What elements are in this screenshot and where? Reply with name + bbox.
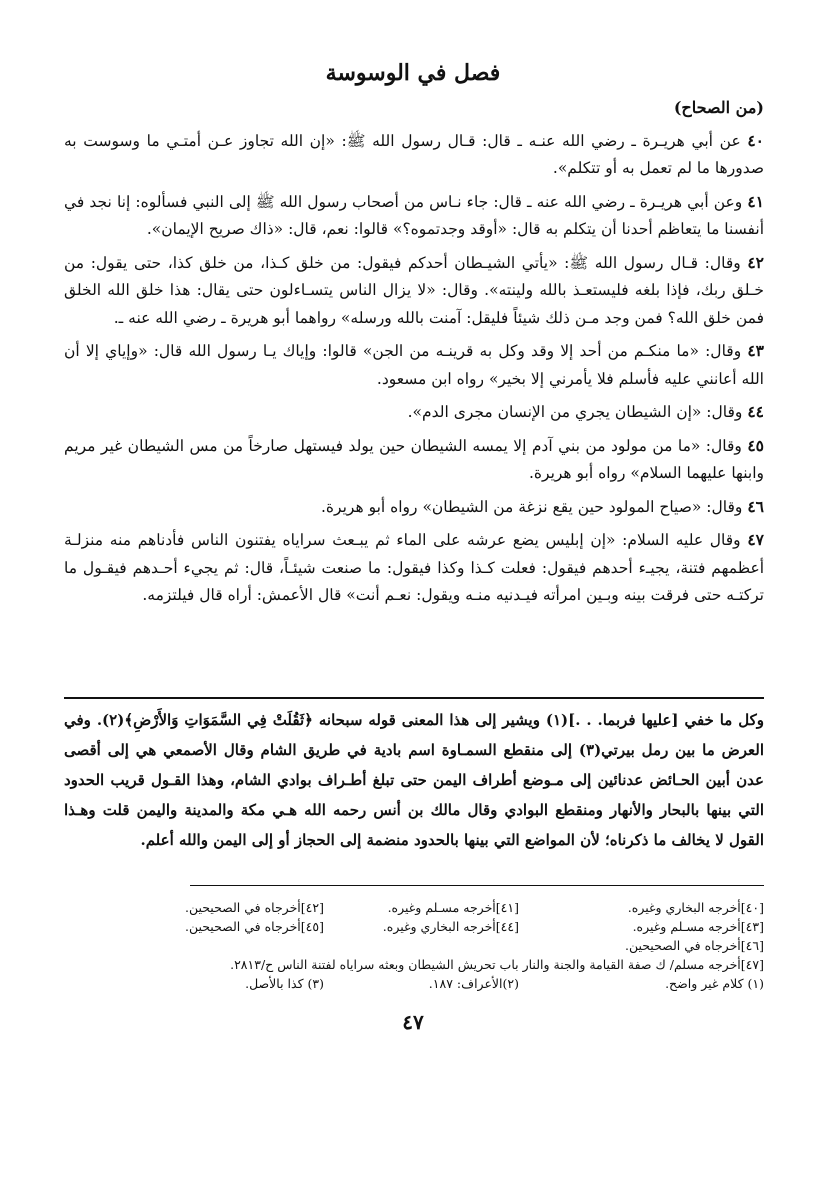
hadith-paragraph bbox=[64, 398, 764, 427]
hadith-paragraph bbox=[64, 249, 764, 333]
footnote-divider bbox=[64, 697, 764, 699]
hadith-number: ٤١ bbox=[747, 191, 764, 211]
hadith-number: ٤٧ bbox=[747, 530, 764, 549]
hadith-text: وقال: «صياح المولود حين يقع نزغة من الشيطان» رواه أبو هريرة. bbox=[321, 497, 743, 516]
reference-item: [٤٦]أخرجاه في الصحيحين. bbox=[624, 938, 764, 953]
references-divider bbox=[190, 885, 764, 886]
reference-item: [٤٥]أخرجاه في الصحيحين. bbox=[184, 919, 324, 934]
hadith-paragraph bbox=[64, 526, 764, 610]
reference-item: (٣) كذا بالأصل. bbox=[245, 976, 324, 991]
hadith-number: ٤٤ bbox=[747, 402, 764, 421]
section-subheading: (من الصحاح) bbox=[673, 98, 764, 117]
hadith-text: وقال: قـال رسول الله ﷺ: «يأتي الشيـطان أحدكم فيقول: من خلق كـذا، من خلق كذا، حتى يقول: من خـلق ربك، فإذا بلغه فليستعـذ بالله ولينته». وقال: «لا يزال الناس يتسـاءلون حتى يقال: هذا خلق الله الخلق فمن خلق الله؟ فمن وجد مـن ذلك شيئاً فليقل: آمنت بالله ورسله» رواهما أبو هريرة ـ رضي الله عنه ـ. bbox=[64, 253, 764, 327]
reference-row bbox=[104, 936, 764, 955]
hadith-number: ٤٣ bbox=[747, 341, 764, 360]
hadith-text: وقال: «إن الشيطان يجري من الإنسان مجرى الدم». bbox=[407, 403, 743, 421]
continued-note: وكل ما خفي [عليها فربما. . .](١) ويشير إلى هذا المعنى قوله سبحانه ﴿ثَقُلَتْ فِي السَّمَوَاتِ وَالأَرْضِ﴾(٢). وفي العرض ما بين رمل بيرتي(٣) إلى منقطع السمـاوة اسم بادية في طريق الشام وقال الأصمعي هي إلى أقصى عدن أبين الحـائض عدنائين إلى مـوضع أطراف اليمن حتى تبلغ أطـراف بوادي الشام، وهذا القـول قريب الحدود التي بينها بالبحار والأنهار ومنقطع البوادي وقال مالك بن أنس رحمه الله هـي مكة والمدينة واليمن قلت وهـذا القول لا يخالف ما ذكرناه؛ لأن المواضع التي بينها بالحدود منضمة إلى الحجاز أو إلى اليمن والله أعلم. bbox=[64, 711, 765, 849]
reference-item: (١) كلام غير واضح. bbox=[665, 976, 764, 991]
hadith-text: وقال: «ما من مولود من بني آدم إلا يمسه الشيطان حين يولد فيستهل صارخاً من مس الشيطان غير مريم وابنها عليهما السلام» رواه أبو هريرة. bbox=[64, 436, 764, 482]
hadith-text: وقال عليه السلام: «إن إبليس يضع عرشه على الماء ثم يبـعث سراياه يفتنون الناس فأدناهم منه منزلـة أعظمهم فتنة، يجيـء أحدهم فيقول: فعلت كـذا وكذا فيقول: ما صنعت شيئـاً، قال: ثم يجيء أحـدهم فيقـول ما تركتـه حتى فرقت بينه وبـين امرأته فيـدنيه منـه ويقول: نعـم أنت» قال الأعمش: أراه قال فيلتزمه. bbox=[64, 531, 764, 604]
hadith-paragraph bbox=[64, 127, 764, 183]
reference-item: (٢)الأعراف: ١٨٧. bbox=[428, 976, 519, 991]
hadith-paragraph bbox=[64, 493, 764, 522]
reference-item: [٤٣]أخرجه مسـلم وغيره. bbox=[632, 919, 764, 934]
hadith-paragraph bbox=[64, 432, 764, 488]
reference-item: [٤١]أخرجه مسـلم وغيره. bbox=[387, 900, 519, 915]
references-block bbox=[104, 898, 764, 993]
reference-item: [٤٤]أخرجه البخاري وغيره. bbox=[382, 919, 519, 934]
page-title: فصل في الوسوسة bbox=[325, 60, 501, 86]
hadith-paragraph bbox=[64, 337, 764, 393]
hadith-number: ٤٦ bbox=[747, 496, 764, 516]
page-number: ٤٧ bbox=[402, 1010, 424, 1034]
hadith-number: ٤٠ bbox=[747, 130, 764, 150]
reference-item: [٤٢]أخرجاه في الصحيحين. bbox=[184, 900, 324, 915]
hadith-number: ٤٢ bbox=[747, 252, 764, 272]
hadith-number: ٤٥ bbox=[747, 435, 764, 455]
main-text bbox=[64, 94, 764, 615]
hadith-text: عن أبي هريـرة ـ رضي الله عنـه ـ قال: قـال رسول الله ﷺ: «إن الله تجاوز عـن أمتـي ما وسوست به صدورها ما لم تعمل به أو تتكلم». bbox=[64, 131, 764, 177]
reference-item: [٤٠]أخرجه البخاري وغيره. bbox=[627, 900, 764, 915]
reference-row bbox=[104, 917, 764, 936]
hadith-text: وقال: «ما منكـم من أحد إلا وقد وكل به قرينـه من الجن» قالوا: وإياك يـا رسول الله قال: «وإياي إلا أن الله أعانني عليه فأسلم فلا يأمرني إلا بخير» رواه ابن مسعود. bbox=[64, 342, 764, 388]
reference-item: [٤٧]أخرجه مسلم/ ك صفة القيامة والجنة والنار باب تحريش الشيطان وبعثه سراياه لفتنة الناس ح/٢٨١٣. bbox=[230, 957, 764, 972]
reference-row bbox=[104, 898, 764, 917]
hadith-text: وعن أبي هريـرة ـ رضي الله عنه ـ قال: جاء نـاس من أصحاب رسول الله ﷺ إلى النبي فسألوه: إنا نجد في أنفسنا ما يتعاظم أحدنا أن يتكلم به قال: «أوقد وجدتموه؟» قالوا: نعم، قال: «ذاك صريح الإيمان». bbox=[64, 192, 764, 238]
hadith-paragraph bbox=[64, 188, 764, 244]
reference-row bbox=[104, 955, 764, 974]
reference-row bbox=[104, 974, 764, 993]
